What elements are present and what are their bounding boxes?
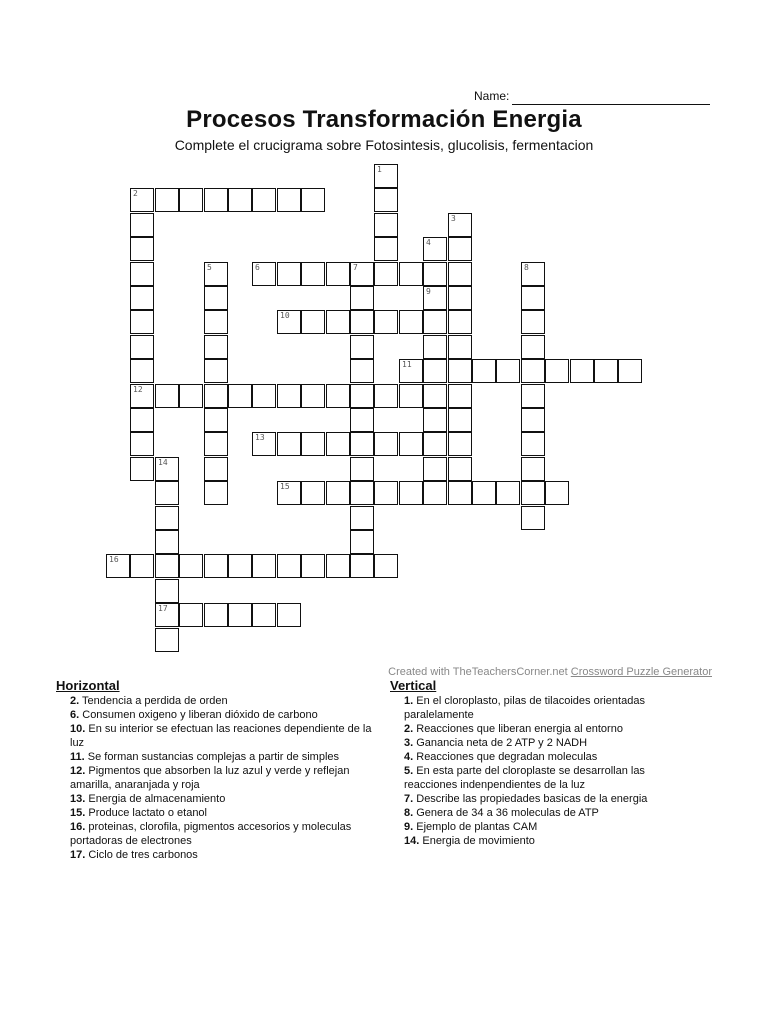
crossword-cell[interactable] <box>399 262 423 286</box>
crossword-cell[interactable] <box>618 359 642 383</box>
crossword-cell[interactable] <box>326 432 350 456</box>
crossword-cell[interactable] <box>448 457 472 481</box>
crossword-cell[interactable] <box>374 188 398 212</box>
page-subtitle: Complete el crucigrama sobre Fotosintesis, glucolisis, fermentacion <box>174 137 594 153</box>
crossword-cell[interactable] <box>228 384 252 408</box>
horizontal-heading: Horizontal <box>56 678 120 693</box>
crossword-cell[interactable] <box>301 481 325 505</box>
crossword-cell[interactable] <box>130 237 154 261</box>
crossword-cell[interactable] <box>496 359 520 383</box>
crossword-cell[interactable] <box>472 481 496 505</box>
clue-number: 4. <box>404 751 414 763</box>
crossword-cell[interactable] <box>155 530 179 554</box>
crossword-cell[interactable] <box>399 481 423 505</box>
crossword-cell[interactable] <box>252 432 276 456</box>
clue-item <box>390 792 690 806</box>
clue-item <box>390 764 690 792</box>
clue-number: 6. <box>70 709 80 721</box>
crossword-cell[interactable] <box>228 603 252 627</box>
crossword-cell[interactable] <box>545 481 569 505</box>
crossword-cell[interactable] <box>350 286 374 310</box>
crossword-cell[interactable] <box>472 359 496 383</box>
clue-text: Produce lactato o etanol <box>88 807 207 819</box>
clue-number: 1. <box>404 695 414 707</box>
crossword-cell[interactable] <box>448 335 472 359</box>
name-label: Name: <box>474 89 510 103</box>
clue-item <box>390 722 690 736</box>
crossword-cell[interactable] <box>252 384 276 408</box>
crossword-cell[interactable] <box>448 286 472 310</box>
crossword-cell[interactable] <box>277 554 301 578</box>
crossword-cell[interactable] <box>130 408 154 432</box>
crossword-cell[interactable] <box>155 384 179 408</box>
clue-number: 12. <box>70 765 86 777</box>
crossword-cell[interactable] <box>228 554 252 578</box>
clue-text: Reacciones que liberan energia al entorno <box>416 723 623 735</box>
credit-prefix: Created with TheTeachersCorner.net <box>388 666 571 678</box>
clue-item <box>56 820 376 848</box>
crossword-cell[interactable] <box>301 554 325 578</box>
crossword-cell[interactable] <box>179 554 203 578</box>
crossword-cell[interactable] <box>130 188 154 212</box>
crossword-cell[interactable] <box>374 432 398 456</box>
crossword-cell[interactable] <box>277 384 301 408</box>
crossword-cell[interactable] <box>350 335 374 359</box>
crossword-cell[interactable] <box>374 262 398 286</box>
crossword-cell[interactable] <box>252 262 276 286</box>
crossword-cell[interactable] <box>301 188 325 212</box>
clue-number: 2. <box>70 695 80 707</box>
crossword-cell[interactable] <box>204 310 228 334</box>
crossword-cell[interactable] <box>130 213 154 237</box>
crossword-cell[interactable] <box>350 530 374 554</box>
crossword-cell[interactable] <box>521 359 545 383</box>
crossword-cell[interactable] <box>155 554 179 578</box>
cell-number: 12 <box>133 385 143 394</box>
crossword-cell[interactable] <box>521 432 545 456</box>
crossword-cell[interactable] <box>545 359 569 383</box>
clue-text: Ejemplo de plantas CAM <box>416 821 538 833</box>
clue-text: Se forman sustancias complejas a partir de simples <box>87 751 340 763</box>
cell-number: 14 <box>158 458 168 467</box>
cell-number: 11 <box>402 360 412 369</box>
crossword-cell[interactable] <box>350 310 374 334</box>
crossword-cell[interactable] <box>204 335 228 359</box>
crossword-cell[interactable] <box>423 286 447 310</box>
crossword-cell[interactable] <box>326 554 350 578</box>
crossword-cell[interactable] <box>326 481 350 505</box>
crossword-cell[interactable] <box>496 481 520 505</box>
clue-item <box>56 764 376 792</box>
crossword-cell[interactable] <box>374 384 398 408</box>
crossword-cell[interactable] <box>423 335 447 359</box>
clue-item <box>56 722 376 750</box>
crossword-cell[interactable] <box>204 554 228 578</box>
crossword-cell[interactable] <box>204 481 228 505</box>
crossword-cell[interactable] <box>277 432 301 456</box>
crossword-cell[interactable] <box>448 384 472 408</box>
crossword-cell[interactable] <box>277 188 301 212</box>
credit-line <box>388 666 712 678</box>
crossword-cell[interactable] <box>155 188 179 212</box>
crossword-cell[interactable] <box>448 481 472 505</box>
horizontal-clues <box>56 679 376 862</box>
clue-item <box>56 806 376 820</box>
cell-number: 1 <box>377 165 382 174</box>
crossword-cell[interactable] <box>423 359 447 383</box>
crossword-cell[interactable] <box>204 286 228 310</box>
crossword-cell[interactable] <box>155 603 179 627</box>
crossword-cell[interactable] <box>301 262 325 286</box>
crossword-cell[interactable] <box>521 262 545 286</box>
crossword-cell[interactable] <box>350 432 374 456</box>
crossword-cell[interactable] <box>301 310 325 334</box>
generator-link[interactable]: Crossword Puzzle Generator <box>570 666 712 678</box>
crossword-cell[interactable] <box>204 262 228 286</box>
crossword-cell[interactable] <box>521 335 545 359</box>
clue-number: 16. <box>70 821 86 833</box>
crossword-cell[interactable] <box>204 432 228 456</box>
clue-number: 13. <box>70 793 86 805</box>
crossword-cell[interactable] <box>423 408 447 432</box>
crossword-cell[interactable] <box>350 384 374 408</box>
crossword-cell[interactable] <box>204 408 228 432</box>
crossword-cell[interactable] <box>155 506 179 530</box>
crossword-cell[interactable] <box>448 262 472 286</box>
crossword-cell[interactable] <box>179 603 203 627</box>
crossword-cell[interactable] <box>521 286 545 310</box>
clue-number: 15. <box>70 807 86 819</box>
crossword-cell[interactable] <box>228 188 252 212</box>
crossword-cell[interactable] <box>130 262 154 286</box>
clue-item <box>56 750 376 764</box>
cell-number: 5 <box>207 263 212 272</box>
crossword-cell[interactable] <box>204 603 228 627</box>
crossword-cell[interactable] <box>204 384 228 408</box>
crossword-cell[interactable] <box>423 310 447 334</box>
clue-item <box>390 750 690 764</box>
clue-item <box>390 694 690 722</box>
crossword-cell[interactable] <box>130 384 154 408</box>
crossword-cell[interactable] <box>374 481 398 505</box>
page-title: Procesos Transformación Energia <box>186 106 582 133</box>
clue-item <box>390 834 690 848</box>
crossword-cell[interactable] <box>423 457 447 481</box>
crossword-cell[interactable] <box>155 457 179 481</box>
clue-item <box>56 708 376 722</box>
crossword-cell[interactable] <box>423 481 447 505</box>
clue-text: Energia de movimiento <box>422 835 535 847</box>
cell-number: 4 <box>426 238 431 247</box>
crossword-cell[interactable] <box>448 408 472 432</box>
crossword-cell[interactable] <box>594 359 618 383</box>
crossword-cell[interactable] <box>130 335 154 359</box>
crossword-cell[interactable] <box>399 432 423 456</box>
clue-number: 8. <box>404 807 414 819</box>
crossword-cell[interactable] <box>350 457 374 481</box>
crossword-cell[interactable] <box>301 432 325 456</box>
crossword-cell[interactable] <box>277 262 301 286</box>
crossword-cell[interactable] <box>204 188 228 212</box>
crossword-cell[interactable] <box>130 554 154 578</box>
crossword-cell[interactable] <box>252 188 276 212</box>
cell-number: 13 <box>255 433 265 442</box>
clue-number: 3. <box>404 737 414 749</box>
crossword-cell[interactable] <box>106 554 130 578</box>
crossword-cell[interactable] <box>521 310 545 334</box>
vertical-heading: Vertical <box>390 678 437 693</box>
clue-number: 17. <box>70 849 86 861</box>
crossword-cell[interactable] <box>423 432 447 456</box>
clue-text: En el cloroplasto, pilas de tilacoides orientadas paralelamente <box>404 695 645 721</box>
clue-text: Tendencia a perdida de orden <box>82 695 228 707</box>
crossword-cell[interactable] <box>130 457 154 481</box>
cell-number: 6 <box>255 263 260 272</box>
crossword-cell[interactable] <box>448 432 472 456</box>
clue-number: 5. <box>404 765 414 777</box>
crossword-cell[interactable] <box>521 506 545 530</box>
crossword-cell[interactable] <box>350 554 374 578</box>
crossword-cell[interactable] <box>521 408 545 432</box>
crossword-cell[interactable] <box>448 359 472 383</box>
cell-number: 2 <box>133 189 138 198</box>
crossword-cell[interactable] <box>179 384 203 408</box>
vertical-clues <box>390 679 690 848</box>
crossword-cell[interactable] <box>374 213 398 237</box>
crossword-cell[interactable] <box>374 164 398 188</box>
crossword-cell[interactable] <box>252 554 276 578</box>
clue-number: 14. <box>404 835 420 847</box>
clue-number: 10. <box>70 723 86 735</box>
cell-number: 3 <box>451 214 456 223</box>
clue-text: proteinas, clorofila, pigmentos accesorios y moleculas portadoras de electrones <box>70 821 352 847</box>
clue-item <box>56 694 376 708</box>
crossword-cell[interactable] <box>399 384 423 408</box>
clue-text: Genera de 34 a 36 moleculas de ATP <box>416 807 599 819</box>
crossword-cell[interactable] <box>448 237 472 261</box>
crossword-cell[interactable] <box>277 310 301 334</box>
cell-number: 15 <box>280 482 290 491</box>
clue-text: Describe las propiedades basicas de la energia <box>416 793 648 805</box>
cell-number: 8 <box>524 263 529 272</box>
cell-number: 9 <box>426 287 431 296</box>
crossword-cell[interactable] <box>374 310 398 334</box>
crossword-cell[interactable] <box>350 359 374 383</box>
clue-text: Energia de almacenamiento <box>88 793 226 805</box>
crossword-cell[interactable] <box>155 579 179 603</box>
crossword-cell[interactable] <box>179 188 203 212</box>
clue-item <box>390 806 690 820</box>
cell-number: 7 <box>353 263 358 272</box>
clue-number: 9. <box>404 821 414 833</box>
clue-number: 11. <box>70 751 85 763</box>
crossword-cell[interactable] <box>326 384 350 408</box>
crossword-cell[interactable] <box>448 213 472 237</box>
crossword-cell[interactable] <box>277 603 301 627</box>
crossword-cell[interactable] <box>399 310 423 334</box>
crossword-cell[interactable] <box>130 432 154 456</box>
cell-number: 10 <box>280 311 290 320</box>
crossword-cell[interactable] <box>350 408 374 432</box>
crossword-cell[interactable] <box>521 384 545 408</box>
clue-item <box>390 736 690 750</box>
crossword-cell[interactable] <box>130 286 154 310</box>
clue-text: Consumen oxigeno y liberan dióxido de carbono <box>82 709 318 721</box>
crossword-cell[interactable] <box>399 359 423 383</box>
crossword-cell[interactable] <box>301 384 325 408</box>
clue-text: Ciclo de tres carbonos <box>88 849 198 861</box>
crossword-cell[interactable] <box>204 359 228 383</box>
crossword-cell[interactable] <box>155 628 179 652</box>
crossword-cell[interactable] <box>350 481 374 505</box>
crossword-cell[interactable] <box>130 310 154 334</box>
clue-item <box>390 820 690 834</box>
clue-text: En su interior se efectuan las reaciones dependiente de la luz <box>70 723 372 749</box>
crossword-cell[interactable] <box>326 262 350 286</box>
crossword-cell[interactable] <box>374 237 398 261</box>
clue-item <box>56 792 376 806</box>
clue-text: Ganancia neta de 2 ATP y 2 NADH <box>416 737 588 749</box>
crossword-cell[interactable] <box>423 384 447 408</box>
clue-number: 7. <box>404 793 414 805</box>
crossword-cell[interactable] <box>277 481 301 505</box>
crossword-cell[interactable] <box>423 262 447 286</box>
crossword-cell[interactable] <box>326 310 350 334</box>
clue-text: En esta parte del cloroplaste se desarrollan las reacciones indenpendientes de la luz <box>404 765 645 791</box>
crossword-cell[interactable] <box>423 237 447 261</box>
crossword-cell[interactable] <box>155 481 179 505</box>
crossword-cell[interactable] <box>350 506 374 530</box>
crossword-cell[interactable] <box>521 457 545 481</box>
clue-item <box>56 848 376 862</box>
crossword-cell[interactable] <box>374 554 398 578</box>
crossword-cell[interactable] <box>130 359 154 383</box>
crossword-cell[interactable] <box>570 359 594 383</box>
clue-number: 2. <box>404 723 414 735</box>
crossword-cell[interactable] <box>204 457 228 481</box>
crossword-cell[interactable] <box>350 262 374 286</box>
crossword-cell[interactable] <box>521 481 545 505</box>
clue-text: Pigmentos que absorben la luz azul y verde y reflejan amarilla, anaranjada y roja <box>70 765 350 791</box>
crossword-cell[interactable] <box>252 603 276 627</box>
crossword-cell[interactable] <box>448 310 472 334</box>
cell-number: 16 <box>109 555 119 564</box>
cell-number: 17 <box>158 604 168 613</box>
clue-text: Reacciones que degradan moleculas <box>416 751 598 763</box>
